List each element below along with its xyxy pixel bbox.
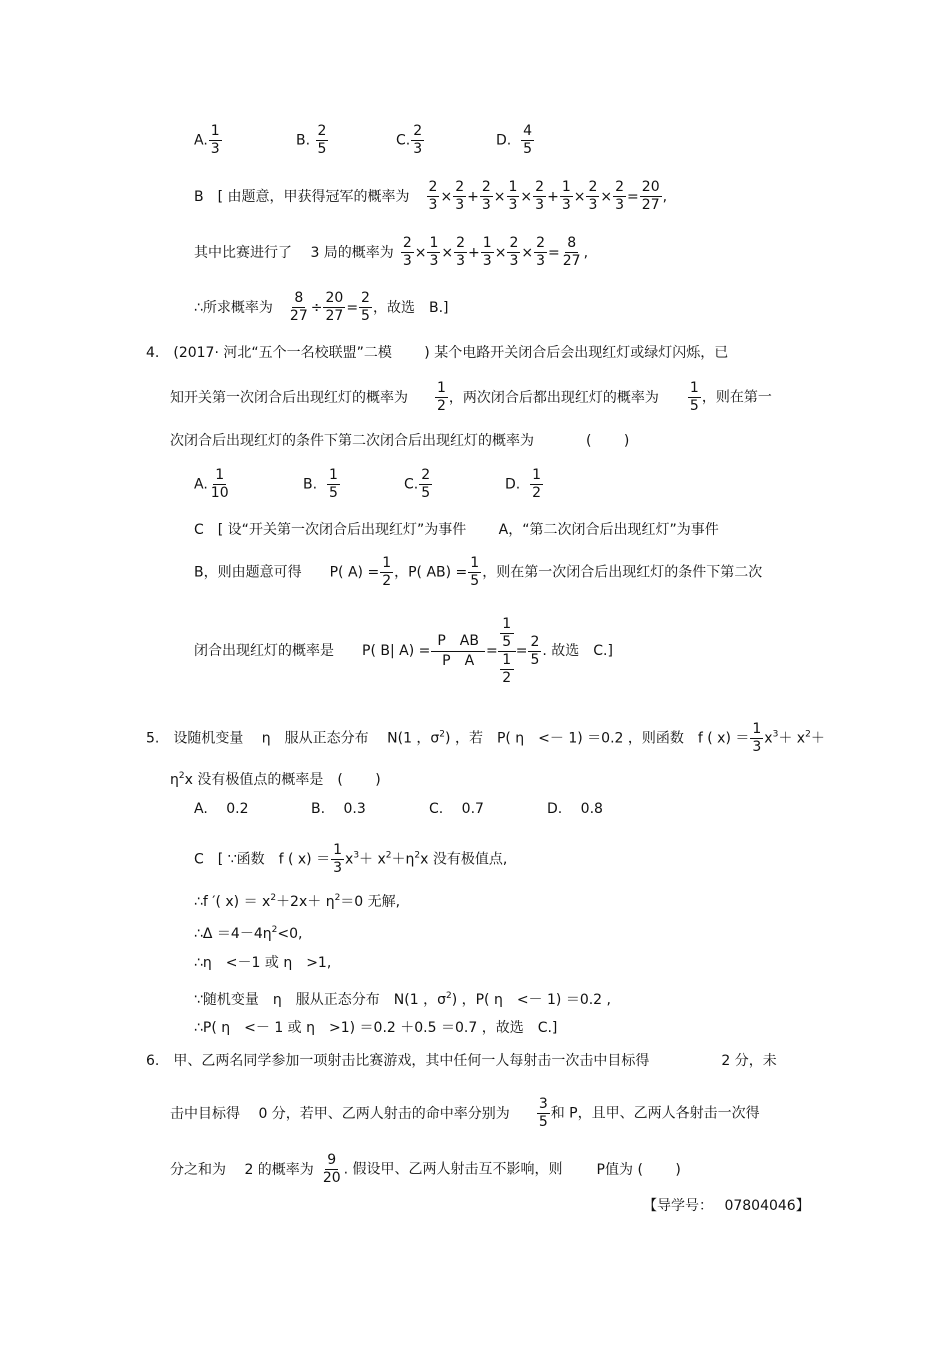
numerator: 2 [615,179,625,195]
numerator: 2 [361,290,370,306]
fraction [435,381,448,414]
math-expression [426,179,668,213]
expression-tail: ，故选 B.] [372,299,449,316]
numerator: 1 [689,380,699,396]
operator: × [440,188,453,205]
answer-blank: ( ) [586,433,630,449]
q5-option-b: B. 0.3 [311,801,366,817]
numerator: 1 [210,123,220,139]
option-label: C. [404,476,419,493]
denominator: 3 [455,197,465,213]
superscript: 2 [445,991,452,1001]
equals-sign: = [485,643,498,659]
denominator: 3 [210,141,220,157]
denominator: 5 [689,398,699,414]
denominator: 27 [289,308,308,324]
fraction [323,291,345,324]
question-text: 和 P，且甲、乙两人各射击一次得 [550,1105,760,1122]
fraction [640,180,662,213]
q4-option-c [404,468,433,501]
denominator: 3 [481,197,491,213]
solution-text: . 故选 C.] [542,643,613,659]
operator: × [600,188,613,205]
numerator: 1 [532,467,542,483]
numerator: 3 [538,1096,548,1112]
fraction [613,180,626,213]
numerator: 1 [382,555,392,571]
denominator: 5 [538,1114,548,1130]
q3-solution-line1 [194,180,667,213]
q4-question-line3 [170,432,629,450]
question-text: ，则在第一 [701,389,772,406]
q3-option-c [396,124,425,157]
q4-solution-line3 [194,610,613,692]
denominator: 3 [428,197,438,213]
operator: + [547,188,559,205]
fraction [533,180,546,213]
q3-option-b [296,124,329,157]
q5-question-line1 [146,722,825,755]
denominator: 2 [437,398,446,414]
denominator: 5 [361,308,370,324]
denominator: 3 [508,197,518,213]
q6-question-line1 [146,1052,777,1070]
superscript: 2 [439,729,446,740]
superscript: 2 [414,850,421,861]
q4-solution-line2 [194,556,762,589]
numerator: 2 [536,235,546,251]
numerator: 2 [413,123,423,139]
numerator: 8 [294,290,304,306]
question-text: ) ，若 P( η <－ 1) ＝0.2 ，则函数 f ( x) ＝ [445,730,750,747]
numerator: 2 [509,235,519,251]
numerator: 2 [535,179,545,195]
question-text: ，两次闭合后都出现红灯的概率为 [448,389,659,406]
option-label: B. [303,476,318,493]
option-label: A. [194,132,208,149]
fraction [561,236,583,269]
operator: × [520,188,533,205]
q3-option-d [496,124,535,157]
fraction [380,556,393,589]
operator: + [468,244,480,261]
numerator: 1 [508,179,518,195]
math-expression [400,235,589,269]
operator: × [414,244,427,261]
numerator: 1 [429,235,439,251]
q4-question-line1: 4. (2017· 河北“五个一名校联盟”二模 ) 某个电路开关闭合后会出现红灯或绿灯闪烁，已 [146,345,729,361]
option-label: D. [505,476,521,493]
fraction [534,236,547,269]
math-expression [287,290,449,324]
q3-solution-line3 [194,291,449,324]
question-text: 击中目标得 0 分，若甲、乙两人射击的命中率分别为 [170,1105,510,1122]
operator: × [573,188,586,205]
denominator: 3 [561,197,571,213]
denominator: 3 [333,860,343,876]
q5-option-a: A. 0.2 [194,801,249,817]
q6-question-line3 [170,1153,681,1186]
fraction [507,180,520,213]
operator: × [441,244,454,261]
fraction [750,722,763,755]
denominator: 5 [470,573,480,589]
fraction [209,468,231,501]
numerator: 1 [561,179,571,195]
denominator: 3 [536,253,546,269]
solution-text: ∴f ′( x) ＝ x [194,894,271,910]
solution-text: x [345,851,354,868]
solution-text: ＋2x＋ η [276,894,335,910]
fraction [419,468,432,501]
numerator: 20 [641,179,660,195]
operator: = [346,299,359,316]
solution-text: ∴Δ ＝4－4η [194,926,272,942]
q4-option-b [303,468,341,501]
operator: = [627,188,639,205]
question-text: η [170,772,179,788]
option-label: D. [496,132,512,149]
fraction [427,236,440,269]
solution-text: C [ ∵函数 f ( x) ＝ [194,851,331,868]
denominator: 2 [532,485,542,501]
fraction [316,124,329,157]
denominator: 3 [509,253,519,269]
question-text: ＋ [810,730,825,747]
numerator: 2 [421,467,431,483]
fraction [530,468,543,501]
solution-text: ) ，P( η <－ 1) ＝0.2 , [451,992,611,1008]
superscript: 3 [772,729,779,740]
fraction [209,124,222,157]
question-text: P值为 ( ) [596,1161,681,1178]
denominator: 20 [322,1170,341,1186]
denominator: 27 [325,308,344,324]
denominator: 3 [535,197,545,213]
solution-text: ＋ x [359,851,386,868]
numerator: 1 [333,842,343,858]
numerator: P AB [431,633,485,652]
q5-option-d: D. 0.8 [547,801,603,817]
solution-text: 闭合出现红灯的概率是 P( B| A) = [194,643,431,659]
question-text: 分之和为 2 的概率为 [170,1161,314,1178]
question-text: 知开关第一次闭合后出现红灯的概率为 [170,389,408,406]
denominator: 27 [641,197,660,213]
numerator: 1 [215,467,225,483]
denominator: 5 [530,651,540,668]
numerator: 1 [470,555,480,571]
fraction [560,180,573,213]
fraction [453,180,466,213]
q5-solution-line1 [194,843,507,876]
q4-solution-line1: C [ 设“开关第一次闭合后出现红灯”为事件 A，“第二次闭合后出现红灯”为事件 [194,522,719,538]
question-text: 次闭合后出现红灯的条件下第二次闭合后出现红灯的概率为 [170,433,534,449]
denominator: 3 [615,197,625,213]
denominator: P A [442,652,475,669]
expression-tail: , [583,244,589,261]
numerator: 2 [481,179,491,195]
question-text: x 没有极值点的概率是 ( ) [184,772,381,788]
fraction [454,236,467,269]
superscript: 2 [805,729,811,740]
denominator: 5 [421,485,431,501]
superscript: 2 [271,925,278,935]
guide-number: 【导学号： 07804046】 [643,1198,810,1214]
q5-solution-line5 [194,987,611,1009]
nested-fraction [498,617,516,686]
solution-text: B，则由题意可得 P( A) = [194,564,380,581]
operator: × [493,188,506,205]
q3-option-a [194,124,223,157]
superscript: 2 [334,893,341,903]
denominator: 5 [328,485,338,501]
fraction [688,381,701,414]
equals-sign: = [515,643,528,659]
solution-text: ＋η [391,851,415,868]
denominator: 3 [752,739,762,755]
denominator: 10 [210,485,229,501]
denominator: 5 [523,141,533,157]
fraction [507,236,520,269]
q5-solution-line4: ∴η <－1 或 η >1, [194,955,332,971]
solution-text: ∵随机变量 η 服从正态分布 N(1 ，σ [194,992,446,1008]
numerator: 2 [428,179,438,195]
denominator: 27 [562,253,581,269]
numerator: 1 [502,651,512,668]
option-label: C. [396,132,411,149]
numerator: 1 [437,380,446,396]
solution-text: ∴所求概率为 [194,299,273,316]
q5-solution-line2 [194,889,400,911]
question-text: . 假设甲、乙两人射击互不影响，则 [343,1161,563,1178]
question-text: x [764,730,773,747]
solution-text: ，则在第一次闭合后出现红灯的条件下第二次 [482,564,763,581]
operator: + [467,188,479,205]
denominator: 3 [482,253,492,269]
fraction [359,291,372,324]
numerator: 2 [317,123,327,139]
fraction [537,1097,550,1130]
solution-text: x 没有极值点, [420,851,508,868]
fraction [411,124,424,157]
denominator: 3 [588,197,598,213]
q3-solution-line2 [194,236,588,269]
operator: × [521,244,534,261]
fraction [480,180,493,213]
numerator: 1 [752,721,762,737]
fraction [528,635,541,668]
numerator: 1 [328,467,338,483]
numerator: 2 [588,179,598,195]
fraction [401,236,414,269]
fraction [327,468,340,501]
operator: = [548,244,560,261]
superscript: 2 [178,771,185,781]
denominator: 5 [502,633,512,650]
solution-text: ，P( AB) = [394,564,468,581]
q5-option-c: C. 0.7 [429,801,484,817]
denominator: 5 [317,141,327,157]
denominator: 2 [382,573,392,589]
denominator: 3 [413,141,423,157]
denominator: 3 [429,253,439,269]
numerator: 20 [325,290,344,306]
q4-option-d [505,468,544,501]
fraction [468,556,481,589]
solution-text: ＝0 无解, [340,894,401,910]
fraction [586,180,599,213]
numerator: 2 [456,235,466,251]
operator: × [494,244,507,261]
option-label: A. [194,476,208,493]
numerator: 8 [567,235,577,251]
denominator: 2 [502,669,512,686]
solution-text: <0, [277,926,303,942]
numerator: 2 [402,235,412,251]
fraction [331,843,344,876]
fraction [521,124,534,157]
fraction [288,291,310,324]
numerator: 2 [455,179,465,195]
question-text: 5. 设随机变量 η 服从正态分布 N(1 ，σ [146,730,440,747]
q4-option-a [194,468,232,501]
numerator: 4 [523,123,533,139]
denominator: 3 [402,253,412,269]
q4-question-line2 [170,381,772,414]
fraction [321,1153,343,1186]
numerator: 9 [327,1152,337,1168]
fraction [427,180,440,213]
solution-text: 其中比赛进行了 3 局的概率为 [194,244,394,261]
expression-tail: , [662,188,668,205]
q5-solution-line3 [194,921,302,943]
solution-text: B [ 由题意，甲获得冠军的概率为 [194,188,410,205]
numerator: 1 [502,615,512,632]
q5-question-line2 [170,767,381,789]
option-label: B. [296,132,311,149]
operator: ÷ [310,299,323,316]
denominator: 3 [456,253,466,269]
question-text: ＋ x [778,730,806,747]
fraction [481,236,494,269]
numerator: 1 [482,235,492,251]
superscript: 3 [353,850,360,861]
question-text: 6. 甲、乙两名同学参加一项射击比赛游戏，其中任何一人每射击一次击中目标得 [146,1053,650,1069]
question-text: 2 分，未 [721,1053,777,1069]
superscript: 2 [270,893,277,903]
superscript: 2 [385,850,392,861]
numerator: 2 [530,633,540,650]
q5-solution-line6: ∴P( η <－ 1 或 η >1) ＝0.2 ＋0.5 ＝0.7 ，故选 C.] [194,1020,558,1036]
q6-question-line2 [170,1097,760,1130]
fraction-big [431,633,485,670]
